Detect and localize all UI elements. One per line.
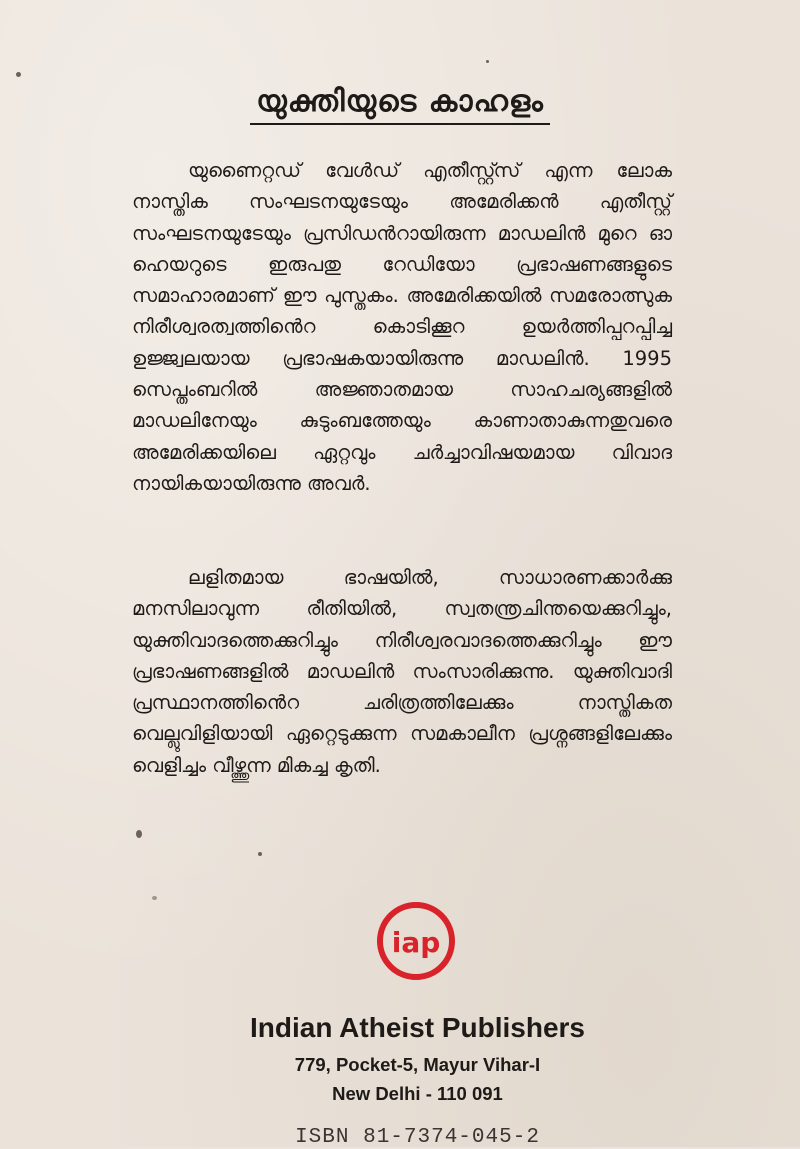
iap-logo-icon <box>375 900 457 982</box>
logo-text: iap <box>391 926 441 959</box>
publisher-address <box>0 1050 800 1108</box>
paper-speck <box>152 896 157 900</box>
paragraph-text: യുണൈറ്റഡ് വേൾഡ് എതീസ്റ്റ്സ് എന്ന ലോക നാസ്തിക സംഘടനയുടേയും അമേരിക്കൻ എതീസ്റ്റ് സംഘടനയുടേയും പ്രസിഡൻറായിരുന്ന മാഡലിൻ മുറെ ഓ ഹെയറുടെ ഇരുപതു റേഡിയോ പ്രഭാഷണങ്ങളുടെ സമാഹാരമാണ് ഈ പുസ്തകം. അമേരിക്കയിൽ സമരോത്സുക നിരീശ്വരത്വത്തിൻെറ കൊടിക്കൂറ ഉയർത്തിപ്പറപ്പിച്ച ഉജ്ജ്വലയായ പ്രഭാഷകയായിരുന്നു മാഡലിൻ. 1995 സെപ്തംബറിൽ അജ്ഞാതമായ സാഹചര്യങ്ങളിൽ മാഡലിനേയും കുടുംബത്തേയും കാണാതാകുന്നതുവരെ അമേരിക്കയിലെ ഏറ്റവും ചർച്ചാവിഷയമായ വിവാദ നായികയായിരുന്നു അവർ. <box>132 159 672 495</box>
book-title-text: യുക്തിയുടെ കാഹളം <box>250 84 550 125</box>
address-line-2: New Delhi - 110 091 <box>332 1083 503 1104</box>
address-line-1: 779, Pocket-5, Mayur Vihar-I <box>294 1054 541 1075</box>
paper-speck <box>136 830 142 838</box>
paper-speck <box>258 852 262 856</box>
paper-speck <box>486 60 489 63</box>
book-title <box>0 84 800 119</box>
description-paragraph-2 <box>132 562 672 781</box>
paper-speck <box>16 72 21 77</box>
description-paragraph-1 <box>132 155 672 499</box>
publisher-name: Indian Atheist Publishers <box>249 1012 585 1043</box>
isbn-number: ISBN 81-7374-045-2 <box>295 1126 540 1149</box>
paragraph-text: ലളിതമായ ഭാഷയിൽ, സാധാരണക്കാർക്കു മനസിലാവുന്ന രീതിയിൽ, സ്വതന്ത്രചിന്തയെക്കുറിച്ചും, യുക്തിവാദത്തെക്കുറിച്ചും നിരീശ്വരവാദത്തെക്കുറിച്ചും ഈ പ്രഭാഷണങ്ങളിൽ മാഡലിൻ സംസാരിക്കുന്നു. യുക്തിവാദി പ്രസ്ഥാനത്തിൻെറ ചരിത്രത്തിലേക്കും നാസ്തികത വെല്ലുവിളിയായി ഏറ്റെടുക്കുന്ന സമകാലീന പ്രശ്നങ്ങളിലേക്കും വെളിച്ചം വീഴ്ത്തുന്ന മികച്ച കൃതി. <box>132 566 672 777</box>
